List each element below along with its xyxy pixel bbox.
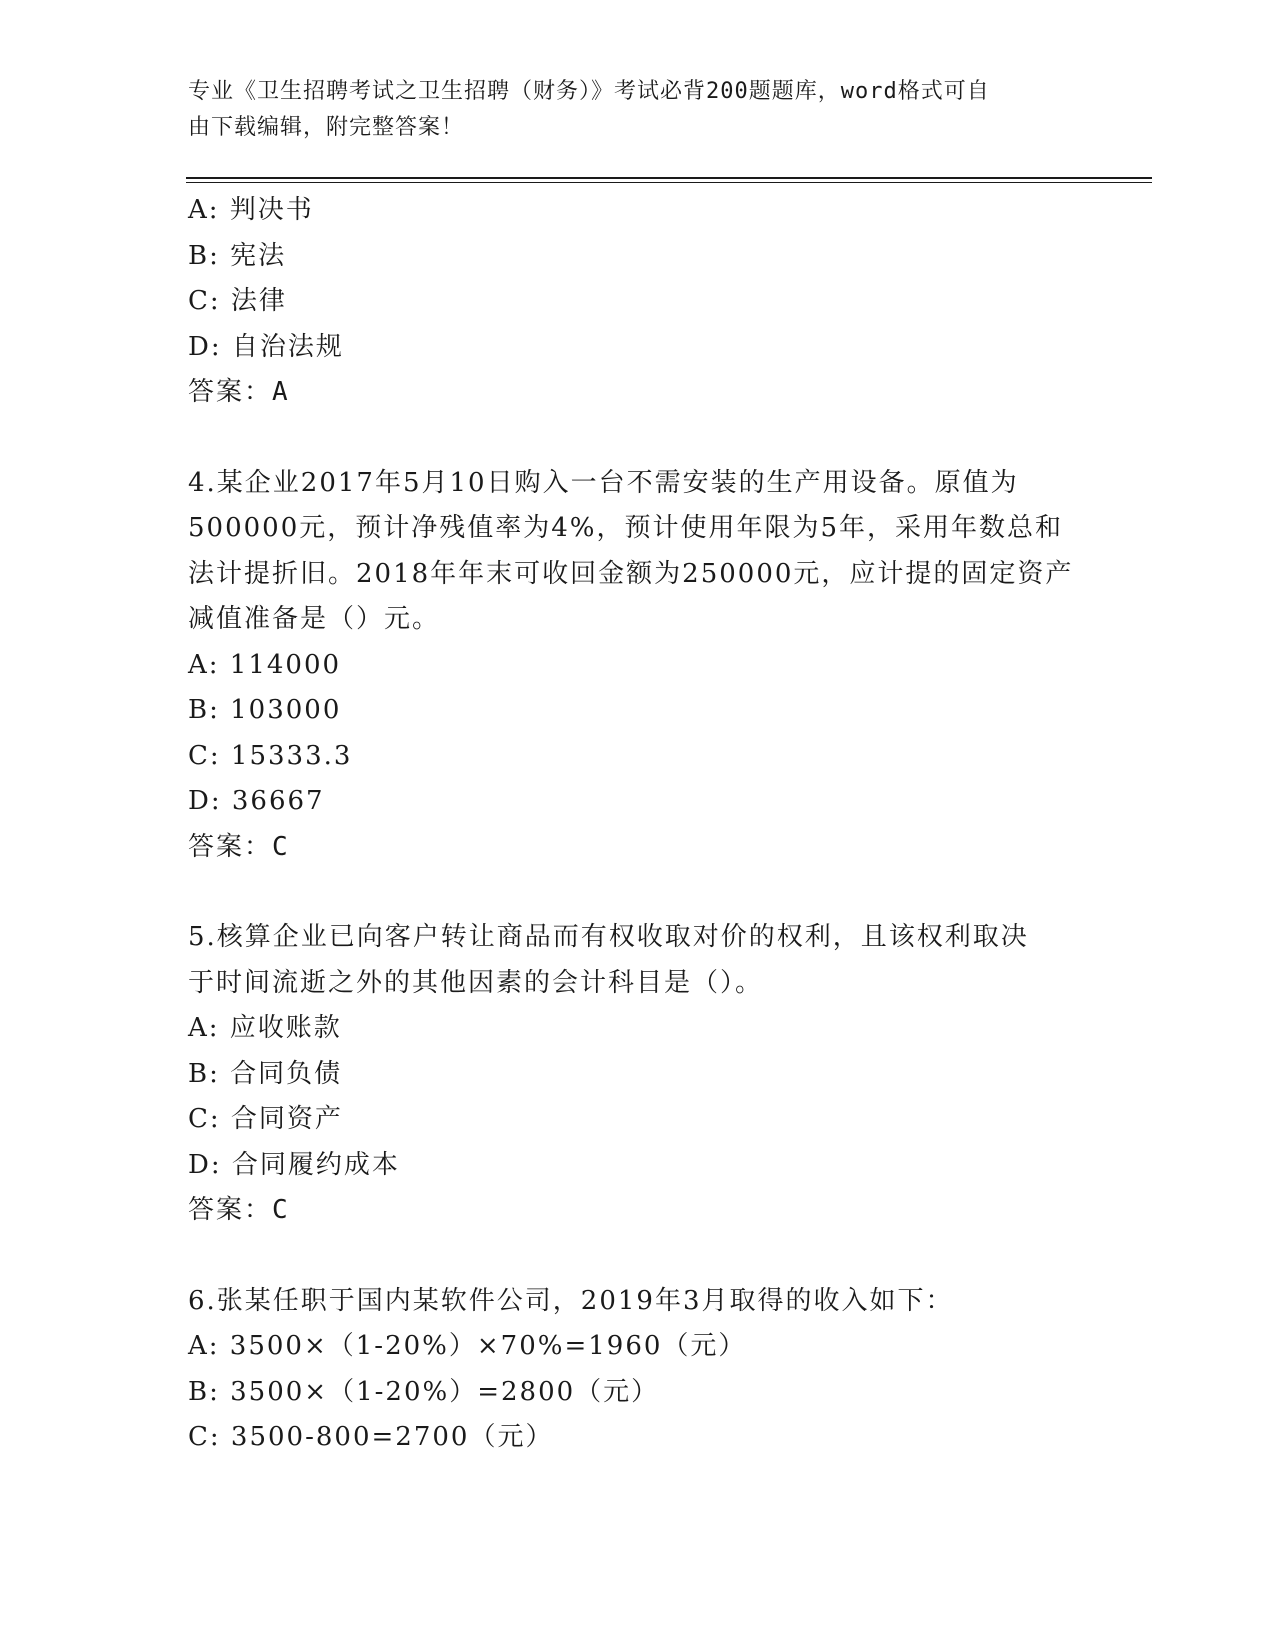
question-6	[188, 1279, 1088, 1461]
question-stem-line: 6.张某任职于国内某软件公司，2019年3月取得的收入如下：	[188, 1285, 954, 1316]
option-b: B: 103000	[188, 695, 342, 725]
header-line-1: 专业《卫生招聘考试之卫生招聘（财务）》考试必背200题题库，word格式可自	[188, 79, 990, 104]
option-c: C: 3500-800=2700（元）	[188, 1422, 554, 1452]
option-a: A: 判决书	[188, 195, 314, 225]
option-a: A: 应收账款	[188, 1013, 342, 1043]
question-stem-line: 4.某企业2017年5月10日购入一台不需安装的生产用设备。原值为	[188, 467, 1019, 498]
option-b: B: 宪法	[188, 240, 287, 271]
spacer	[188, 870, 1088, 915]
document-header	[188, 74, 1068, 146]
option-d: D: 合同履约成本	[188, 1149, 400, 1180]
answer: 答案：A	[188, 377, 290, 407]
question-4	[188, 461, 1088, 871]
option-c: C: 15333.3	[188, 740, 353, 771]
question-stem-line: 减值准备是（）元。	[188, 604, 441, 634]
header-line-2: 由下载编辑，附完整答案！	[188, 115, 465, 140]
option-c: C: 法律	[188, 286, 287, 316]
question-3	[188, 188, 1088, 416]
spacer	[188, 416, 1088, 461]
question-stem-line: 500000元，预计净残值率为4%，预计使用年限为5年，采用年数总和	[188, 513, 1064, 543]
option-d: D: 36667	[188, 786, 325, 816]
question-stem-line: 于时间流逝之外的其他因素的会计科目是（）。	[188, 967, 764, 998]
answer: 答案：C	[188, 831, 290, 862]
spacer	[188, 1234, 1088, 1279]
option-c: C: 合同资产	[188, 1104, 343, 1134]
option-b: B: 合同负债	[188, 1058, 343, 1089]
option-b: B: 3500×（1-20%）=2800（元）	[188, 1376, 660, 1407]
answer: 答案：C	[188, 1195, 290, 1225]
option-a: A: 3500×（1-20%）×70%=1960（元）	[188, 1331, 747, 1361]
question-list	[188, 188, 1088, 1461]
question-5	[188, 915, 1088, 1234]
question-stem-line: 法计提折旧。2018年年末可收回金额为250000元，应计提的固定资产	[188, 558, 1074, 589]
option-d: D: 自治法规	[188, 331, 344, 362]
option-a: A: 114000	[188, 649, 342, 680]
question-stem-line: 5.核算企业已向客户转让商品而有权收取对价的权利，且该权利取决	[188, 922, 1029, 952]
header-divider-thin	[186, 182, 1152, 183]
header-divider-thick	[186, 177, 1152, 179]
